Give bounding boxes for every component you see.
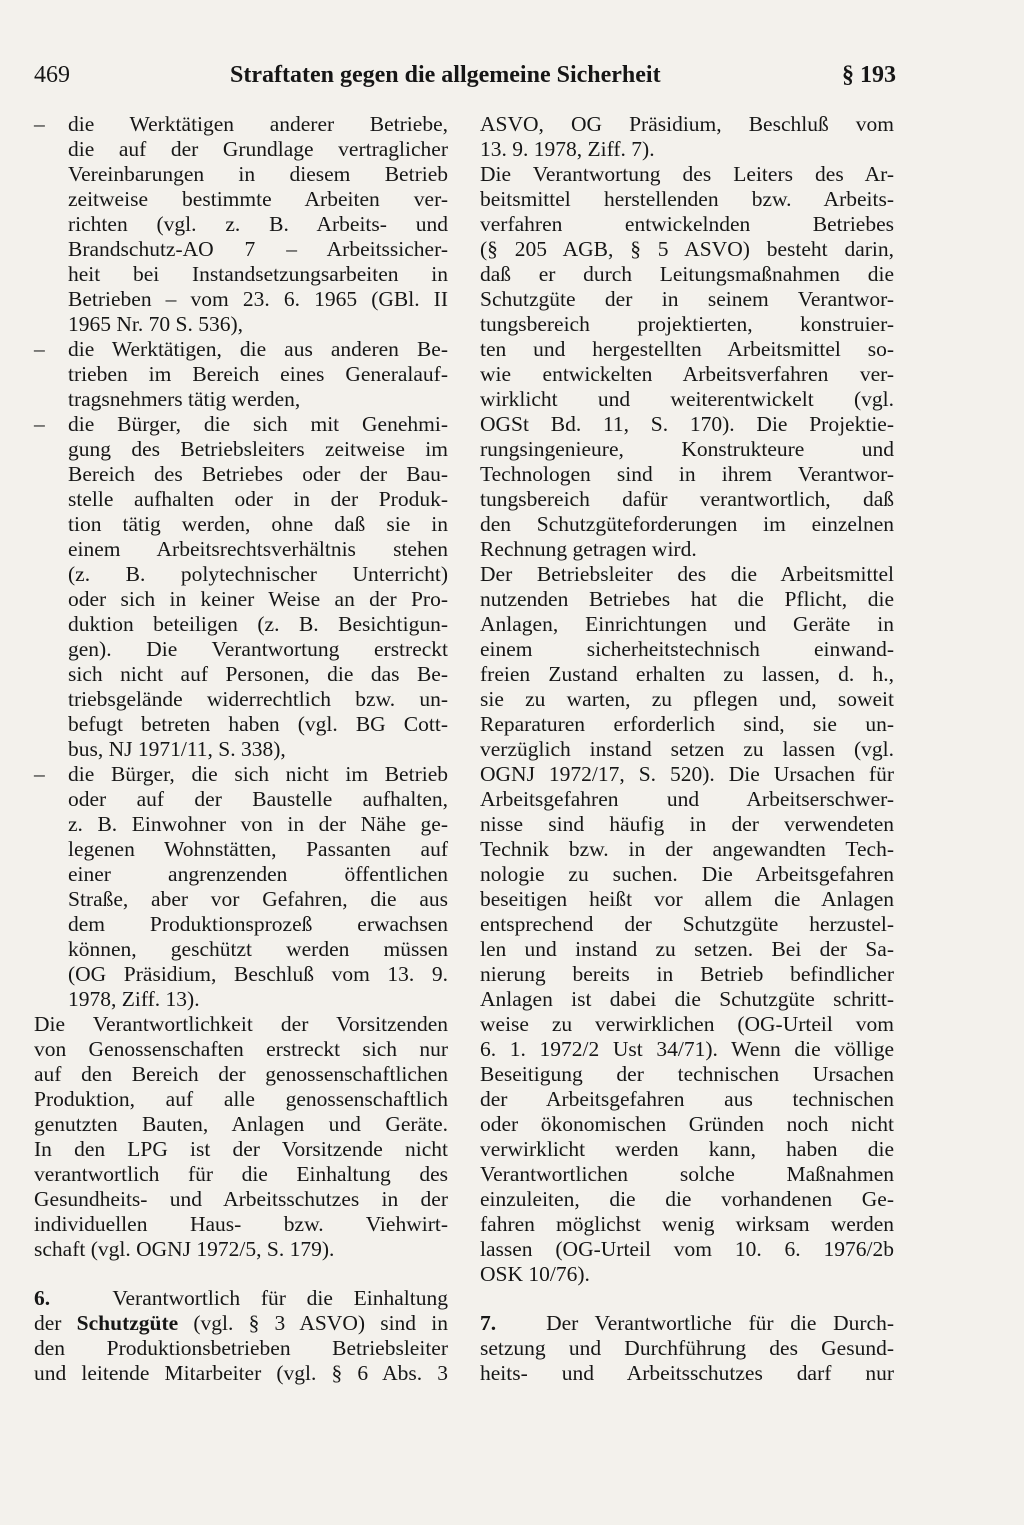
text-line: auf den Bereich der genossenschaftlichen: [34, 1062, 448, 1086]
text-line: OSK 10/76).: [480, 1262, 590, 1286]
text-line: Reparaturen erforderlich sind, sie un-: [480, 712, 894, 736]
text-line: triebsgelände widerrechtlich bzw. un-: [68, 687, 448, 711]
text-line: 1978, Ziff. 13).: [68, 987, 200, 1011]
dash-bullet: –: [34, 762, 45, 786]
para6-line2-pre: der: [34, 1311, 77, 1335]
paragraph-gap: [34, 1262, 448, 1286]
para6-number: 6.: [34, 1286, 51, 1310]
text-line: nutzenden Betriebes hat die Pflicht, die: [480, 587, 894, 611]
text-line: Vereinbarungen in diesem Betrieb: [68, 162, 448, 186]
text-line: nologie zu suchen. Die Arbeitsgefahren: [480, 862, 894, 886]
text-line: Anlagen ist dabei die Schutzgüte schritt-: [480, 987, 894, 1011]
text-line: setzung und Durchführung des Gesund-: [480, 1336, 894, 1360]
list-item: [34, 337, 448, 412]
section-number: § 193: [842, 62, 896, 88]
text-line: beitsmittel herstellenden bzw. Arbeits-: [480, 187, 894, 211]
term-schutzguete: Schutzgüte: [76, 1311, 179, 1335]
text-line: (OG Präsidium, Beschluß vom 13. 9.: [68, 962, 448, 986]
text-line: sie zu warten, zu pflegen und, soweit: [480, 687, 894, 711]
para6-body: [34, 1336, 448, 1386]
text-line: beseitigen heißt vor allem die Anlagen: [480, 887, 894, 911]
dash-bullet: –: [34, 112, 45, 136]
paragraph-6: [34, 1286, 448, 1386]
text-line: nierung bereits in Betrieb befindlicher: [480, 962, 894, 986]
text-line: der Arbeitsgefahren aus technischen: [480, 1087, 894, 1111]
para7-first-line-text: Der Verantwortliche für die Durch-: [546, 1311, 895, 1335]
text-line: In den LPG ist der Vorsitzende nicht: [34, 1137, 448, 1161]
text-line: weise zu verwirklichen (OG-Urteil vom: [480, 1012, 894, 1036]
text-line: individuellen Haus- bzw. Viehwirt-: [34, 1212, 448, 1236]
text-line: Arbeitsgefahren und Arbeitserschwer-: [480, 787, 894, 811]
text-line: OGNJ 1972/17, S. 520). Die Ursachen für: [480, 762, 894, 786]
paragraph-manufacturer-responsibility: [480, 162, 894, 562]
para6-line-2: [34, 1311, 448, 1336]
text-line: legenen Wohnstätten, Passanten auf: [68, 837, 448, 861]
paragraph-operator-duties: [480, 562, 894, 1287]
text-line: die Werktätigen, die aus anderen Be-: [68, 337, 448, 361]
text-line: gen). Die Verantwortung erstreckt: [68, 637, 448, 661]
para7-number: 7.: [480, 1311, 497, 1335]
text-line: len und instand zu setzen. Bei der Sa-: [480, 937, 894, 961]
text-line: genutzten Bauten, Anlagen und Geräte.: [34, 1112, 448, 1136]
text-line: z. B. Einwohner von in der Nähe ge-: [68, 812, 448, 836]
text-line: Verantwortlichen solche Maßnahmen: [480, 1162, 894, 1186]
text-line: Produktion, auf alle genossenschaftlich: [34, 1087, 448, 1111]
text-line: lassen (OG-Urteil vom 10. 6. 1976/2b: [480, 1237, 894, 1261]
text-line: (z. B. polytechnischer Unterricht): [68, 562, 448, 586]
paragraph-cooperatives: [34, 1012, 448, 1262]
text-line: duktion beteiligen (z. B. Besichtigun-: [68, 612, 448, 636]
text-line: Der Betriebsleiter des die Arbeitsmittel: [480, 562, 894, 586]
text-line: heits- und Arbeitsschutzes darf nur: [480, 1361, 894, 1385]
text-line: die Bürger, die sich nicht im Betrieb: [68, 762, 448, 786]
text-line: zeitweise bestimmte Arbeiten ver-: [68, 187, 448, 211]
text-line: Die Verantwortlichkeit der Vorsitzenden: [34, 1012, 448, 1036]
text-line: Beseitigung der technischen Ursachen: [480, 1062, 894, 1086]
para6-first-line-text: Verantwortlich für die Einhaltung: [112, 1286, 448, 1310]
text-line: daß er durch Leitungsmaßnahmen die: [480, 262, 894, 286]
text-line: Brandschutz-AO 7 – Arbeitssicher-: [68, 237, 448, 261]
text-line: stelle aufhalten oder in der Produk-: [68, 487, 448, 511]
text-line: und leitende Mitarbeiter (vgl. § 6 Abs. 3: [34, 1361, 448, 1385]
text-line: befugt betreten haben (vgl. BG Cott-: [68, 712, 448, 736]
text-line: tion tätig werden, ohne daß sie in: [68, 512, 448, 536]
text-line: Schutzgüte der in seinem Verantwor-: [480, 287, 894, 311]
dash-list: [34, 112, 448, 1012]
text-line: Technologen sind in ihrem Verantwor-: [480, 462, 894, 486]
text-line: nisse sind häufig in der verwendeten: [480, 812, 894, 836]
text-line: die Bürger, die sich mit Genehmi-: [68, 412, 448, 436]
text-line: die auf der Grundlage vertraglicher: [68, 137, 448, 161]
text-line: rungsingenieure, Konstrukteure und: [480, 437, 894, 461]
text-line: einem Arbeitsrechtsverhältnis stehen: [68, 537, 448, 561]
text-line: Rechnung getragen wird.: [480, 537, 697, 561]
text-line: entsprechend der Schutzgüte herzustel-: [480, 912, 894, 936]
text-line: wirklicht und weiterentwickelt (vgl.: [480, 387, 894, 411]
dash-bullet: –: [34, 337, 45, 361]
text-line: 6. 1. 1972/2 Ust 34/71). Wenn die völlige: [480, 1037, 894, 1061]
text-line: verwirklicht werden kann, haben die: [480, 1137, 894, 1161]
page-number: 469: [34, 62, 70, 88]
paragraph-continuation: [480, 112, 894, 162]
text-line: von Genossenschaften erstreckt sich nur: [34, 1037, 448, 1061]
para6-first-line: [34, 1286, 448, 1311]
text-line: verfahren entwickelnden Betriebes: [480, 212, 894, 236]
text-line: den Schutzgüteforderungen im einzelnen: [480, 512, 894, 536]
text-line: dem Produktionsprozeß erwachsen: [68, 912, 448, 936]
text-line: Bereich des Betriebes oder der Bau-: [68, 462, 448, 486]
text-line: einzuleiten, die die vorhandenen Ge-: [480, 1187, 894, 1211]
paragraph-gap: [480, 1287, 894, 1311]
text-line: ten und hergestellten Arbeitsmittel so-: [480, 337, 894, 361]
text-line: 1965 Nr. 70 S. 536),: [68, 312, 243, 336]
text-line: Betrieben – vom 23. 6. 1965 (GBl. II: [68, 287, 448, 311]
list-item: [34, 412, 448, 762]
text-line: schaft (vgl. OGNJ 1972/5, S. 179).: [34, 1237, 335, 1261]
text-line: oder sich in keiner Weise an der Pro-: [68, 587, 448, 611]
text-line: oder ökonomischen Gründen noch nicht: [480, 1112, 894, 1136]
text-line: verantwortlich für die Einhaltung des: [34, 1162, 448, 1186]
dash-bullet: –: [34, 412, 45, 436]
text-line: oder auf der Baustelle aufhalten,: [68, 787, 448, 811]
paragraph-7: [480, 1311, 894, 1386]
text-line: Straße, aber vor Gefahren, die aus: [68, 887, 448, 911]
text-line: gung des Betriebsleiters zeitweise im: [68, 437, 448, 461]
text-line: tragsnehmers tätig werden,: [68, 387, 301, 411]
text-line: richten (vgl. z. B. Arbeits- und: [68, 212, 448, 236]
text-line: Anlagen, Einrichtungen und Geräte in: [480, 612, 894, 636]
text-line: OGSt Bd. 11, S. 170). Die Projektie-: [480, 412, 894, 436]
text-line: tungsbereich dafür verantwortlich, daß: [480, 487, 894, 511]
text-line: tungsbereich projektierten, konstruier-: [480, 312, 894, 336]
para7-first-line: [480, 1311, 894, 1336]
para7-body: [480, 1336, 894, 1386]
text-line: (§ 205 AGB, § 5 ASVO) besteht darin,: [480, 237, 894, 261]
text-line: 13. 9. 1978, Ziff. 7).: [480, 137, 655, 161]
text-line: den Produktionsbetrieben Betriebsleiter: [34, 1336, 448, 1360]
text-line: einer angrenzenden öffentlichen: [68, 862, 448, 886]
text-line: Die Verantwortung des Leiters des Ar-: [480, 162, 894, 186]
text-line: Gesundheits- und Arbeitsschutzes in der: [34, 1187, 448, 1211]
text-line: verzüglich instand setzen zu lassen (vgl.: [480, 737, 894, 761]
running-header: [34, 62, 896, 98]
text-line: ASVO, OG Präsidium, Beschluß vom: [480, 112, 894, 136]
text-line: heit bei Instandsetzungsarbeiten in: [68, 262, 448, 286]
running-title: Straftaten gegen die allgemeine Sicherheit: [230, 62, 661, 88]
list-item: [34, 112, 448, 337]
text-line: wie entwickelten Arbeitsverfahren ver-: [480, 362, 894, 386]
text-line: können, geschützt werden müssen: [68, 937, 448, 961]
text-line: einem sicherheitstechnisch einwand-: [480, 637, 894, 661]
right-column: [480, 112, 894, 1386]
text-line: Technik bzw. in der angewandten Tech-: [480, 837, 894, 861]
text-line: fahren möglichst wenig wirksam werden: [480, 1212, 894, 1236]
list-item: [34, 762, 448, 1012]
text-line: trieben im Bereich eines Generalauf-: [68, 362, 448, 386]
text-line: sich nicht auf Personen, die das Be-: [68, 662, 448, 686]
text-line: die Werktätigen anderer Betriebe,: [68, 112, 448, 136]
text-line: freien Zustand erhalten zu lassen, d. h.,: [480, 662, 894, 686]
para6-line2-post: (vgl. § 3 ASVO) sind in: [178, 1311, 448, 1335]
left-column: [34, 112, 448, 1386]
text-line: bus, NJ 1971/11, S. 338),: [68, 737, 286, 761]
